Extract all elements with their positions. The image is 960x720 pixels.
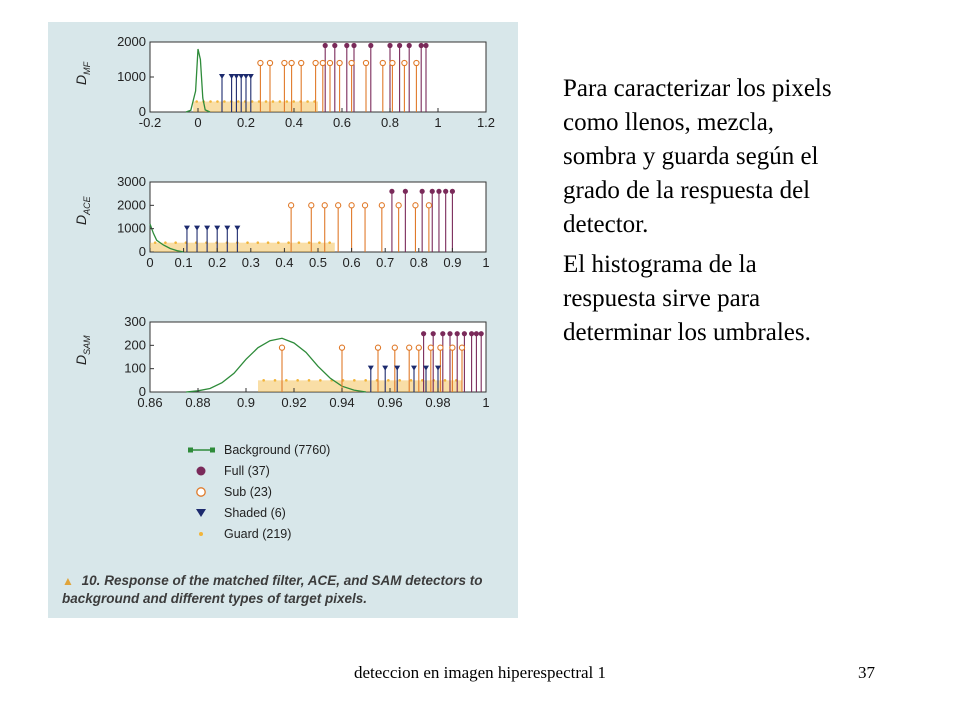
x-tick-label: 0 (146, 255, 154, 270)
x-tick-label: 0.6 (332, 115, 352, 130)
legend-guard-marker (199, 532, 203, 536)
guard-point (286, 100, 289, 103)
x-tick-label: 0.9 (443, 255, 462, 270)
y-tick-label: 2000 (117, 34, 146, 49)
guard-point (174, 241, 177, 244)
full-marker (450, 189, 455, 194)
sub-marker (313, 60, 318, 65)
figure-panel (48, 22, 518, 618)
y-tick-label: 100 (124, 360, 146, 376)
sub-marker (282, 60, 287, 65)
guard-point (364, 379, 367, 382)
x-tick-label: 0.2 (208, 255, 227, 270)
full-marker (323, 43, 328, 48)
guard-point (246, 241, 249, 244)
sub-marker (396, 203, 401, 208)
guard-point (353, 379, 356, 382)
guard-point (267, 241, 270, 244)
x-tick-label: 0.88 (185, 395, 211, 410)
y-axis-label: $D_{ACE}$ (73, 196, 92, 225)
legend-label: Background (7760) (224, 443, 331, 457)
guard-point (306, 100, 309, 103)
guard-point (277, 241, 280, 244)
sub-marker (320, 60, 325, 65)
sub-marker (438, 345, 443, 350)
full-marker (436, 189, 441, 194)
guard-point (209, 100, 212, 103)
sub-marker (363, 60, 368, 65)
x-tick-label: 0.4 (275, 255, 294, 270)
sub-marker (392, 345, 397, 350)
x-tick-label: 0.92 (281, 395, 307, 410)
y-axis-label: $D_{MF}$ (73, 61, 92, 85)
sub-marker (428, 345, 433, 350)
chart-ace (73, 174, 490, 270)
sub-marker (380, 60, 385, 65)
y-tick-label: 0 (138, 384, 146, 399)
y-tick-label: 3000 (117, 174, 146, 189)
guard-point (308, 241, 311, 244)
x-tick-label: 0.8 (409, 255, 428, 270)
x-tick-label: 0.96 (377, 395, 403, 410)
sub-marker (258, 60, 263, 65)
full-marker (430, 189, 435, 194)
full-marker (474, 331, 479, 336)
caption-number: 10. (81, 573, 101, 588)
caption-triangle-icon: ▲ (62, 574, 74, 588)
full-marker (423, 43, 428, 48)
sub-marker (309, 203, 314, 208)
y-tick-label: 1000 (117, 220, 146, 236)
sub-marker (289, 203, 294, 208)
full-marker (368, 43, 373, 48)
full-marker (407, 43, 412, 48)
guard-point (265, 100, 268, 103)
x-tick-label: 1 (482, 395, 490, 410)
slide-text (563, 72, 853, 356)
full-marker (403, 189, 408, 194)
x-tick-label: 0.5 (308, 255, 328, 270)
footer-title: deteccion en imagen hiperespectral 1 (353, 663, 607, 682)
guard-point (223, 100, 226, 103)
x-tick-label: 0.4 (284, 115, 304, 130)
full-marker (332, 43, 337, 48)
guard-point (318, 241, 321, 244)
x-tick-label: 0 (194, 115, 202, 130)
guard-point (272, 100, 275, 103)
legend-label: Full (37) (224, 464, 270, 478)
full-marker (462, 331, 467, 336)
legend-background-square (210, 448, 215, 453)
sub-marker (413, 203, 418, 208)
guard-point (319, 379, 322, 382)
page-number: 37 (858, 663, 875, 682)
guard-point (298, 241, 301, 244)
guard-point (398, 379, 401, 382)
full-marker (397, 43, 402, 48)
sub-marker (379, 203, 384, 208)
full-marker (389, 189, 394, 194)
sub-marker (349, 60, 354, 65)
sub-marker (327, 60, 332, 65)
full-marker (469, 331, 474, 336)
sub-marker (322, 203, 327, 208)
y-tick-label: 300 (124, 314, 146, 329)
guard-point (410, 379, 413, 382)
x-tick-label: -0.2 (138, 115, 162, 130)
sub-marker (362, 203, 367, 208)
sub-marker (407, 345, 412, 350)
chart-mf (73, 34, 495, 130)
sub-marker (337, 60, 342, 65)
x-tick-label: 0.6 (342, 255, 361, 270)
x-tick-label: 1 (482, 255, 490, 270)
guard-point (274, 379, 277, 382)
sub-marker (336, 203, 341, 208)
guard-point (279, 100, 282, 103)
sub-marker (450, 345, 455, 350)
legend-background-square (188, 448, 193, 453)
legend-full-marker (197, 467, 206, 476)
sub-marker (414, 60, 419, 65)
y-tick-label: 1000 (117, 69, 146, 84)
x-tick-label: 1 (434, 115, 442, 130)
paragraph-1: Para caracterizar los pixels como llenos, mezcla, sombra y guarda según el grado de la respuesta del detector. (563, 75, 832, 238)
full-marker (443, 189, 448, 194)
sub-marker (339, 345, 344, 350)
y-tick-label: 2000 (117, 197, 146, 213)
full-marker (440, 331, 445, 336)
sub-marker (402, 60, 407, 65)
sub-marker (375, 345, 380, 350)
caption-text: Response of the matched filter, ACE, and SAM detectors to background and different types of target pixels. (62, 573, 483, 606)
guard-point (237, 100, 240, 103)
guard-point (328, 241, 331, 244)
full-marker (420, 189, 425, 194)
x-tick-label: 0.98 (425, 395, 451, 410)
paragraph-2: El histograma de la respuesta sirve para determinar los umbrales. (563, 251, 811, 346)
full-marker (344, 43, 349, 48)
sub-marker (279, 345, 284, 350)
x-tick-label: 0.2 (236, 115, 256, 130)
legend-label: Guard (219) (224, 527, 292, 541)
sub-marker (426, 203, 431, 208)
guard-point (154, 241, 157, 244)
x-tick-label: 0.7 (376, 255, 395, 270)
guard-point (285, 379, 288, 382)
full-marker (419, 43, 424, 48)
guard-point (262, 379, 265, 382)
sub-marker (299, 60, 304, 65)
guard-point (444, 379, 447, 382)
x-tick-label: 0.1 (174, 255, 193, 270)
y-tick-label: 200 (124, 337, 146, 353)
sub-marker (416, 345, 421, 350)
chart-sam (73, 314, 490, 410)
guard-point (287, 241, 290, 244)
full-marker (421, 331, 426, 336)
chart-legend (188, 443, 330, 541)
x-tick-label: 1.2 (476, 115, 496, 130)
full-marker (479, 331, 484, 336)
legend-shaded-marker (196, 509, 206, 517)
plot-area (150, 182, 486, 252)
x-tick-label: 0.3 (241, 255, 260, 270)
legend-label: Shaded (6) (224, 506, 286, 520)
guard-point (387, 379, 390, 382)
sub-marker (349, 203, 354, 208)
guard-point (308, 379, 311, 382)
full-marker (455, 331, 460, 336)
guard-point (296, 379, 299, 382)
full-marker (447, 331, 452, 336)
guard-point (164, 241, 167, 244)
sub-marker (459, 345, 464, 350)
guard-band (193, 102, 318, 113)
x-tick-label: 0.94 (329, 395, 355, 410)
guard-point (292, 100, 295, 103)
guard-point (195, 100, 198, 103)
full-marker (351, 43, 356, 48)
detector-response-charts (48, 22, 518, 562)
y-tick-label: 0 (138, 104, 146, 119)
guard-point (257, 241, 260, 244)
y-axis-label: $D_{SAM}$ (73, 335, 92, 365)
guard-band (258, 380, 462, 392)
full-marker (431, 331, 436, 336)
y-tick-label: 0 (138, 244, 146, 259)
x-tick-label: 0.86 (137, 395, 163, 410)
sub-marker (267, 60, 272, 65)
guard-point (216, 100, 219, 103)
full-marker (387, 43, 392, 48)
legend-label: Sub (23) (224, 485, 272, 499)
sub-marker (390, 60, 395, 65)
x-tick-label: 0.8 (380, 115, 400, 130)
legend-sub-marker (197, 488, 205, 496)
x-tick-label: 0.9 (236, 395, 256, 410)
sub-marker (289, 60, 294, 65)
figure-caption (62, 572, 514, 607)
